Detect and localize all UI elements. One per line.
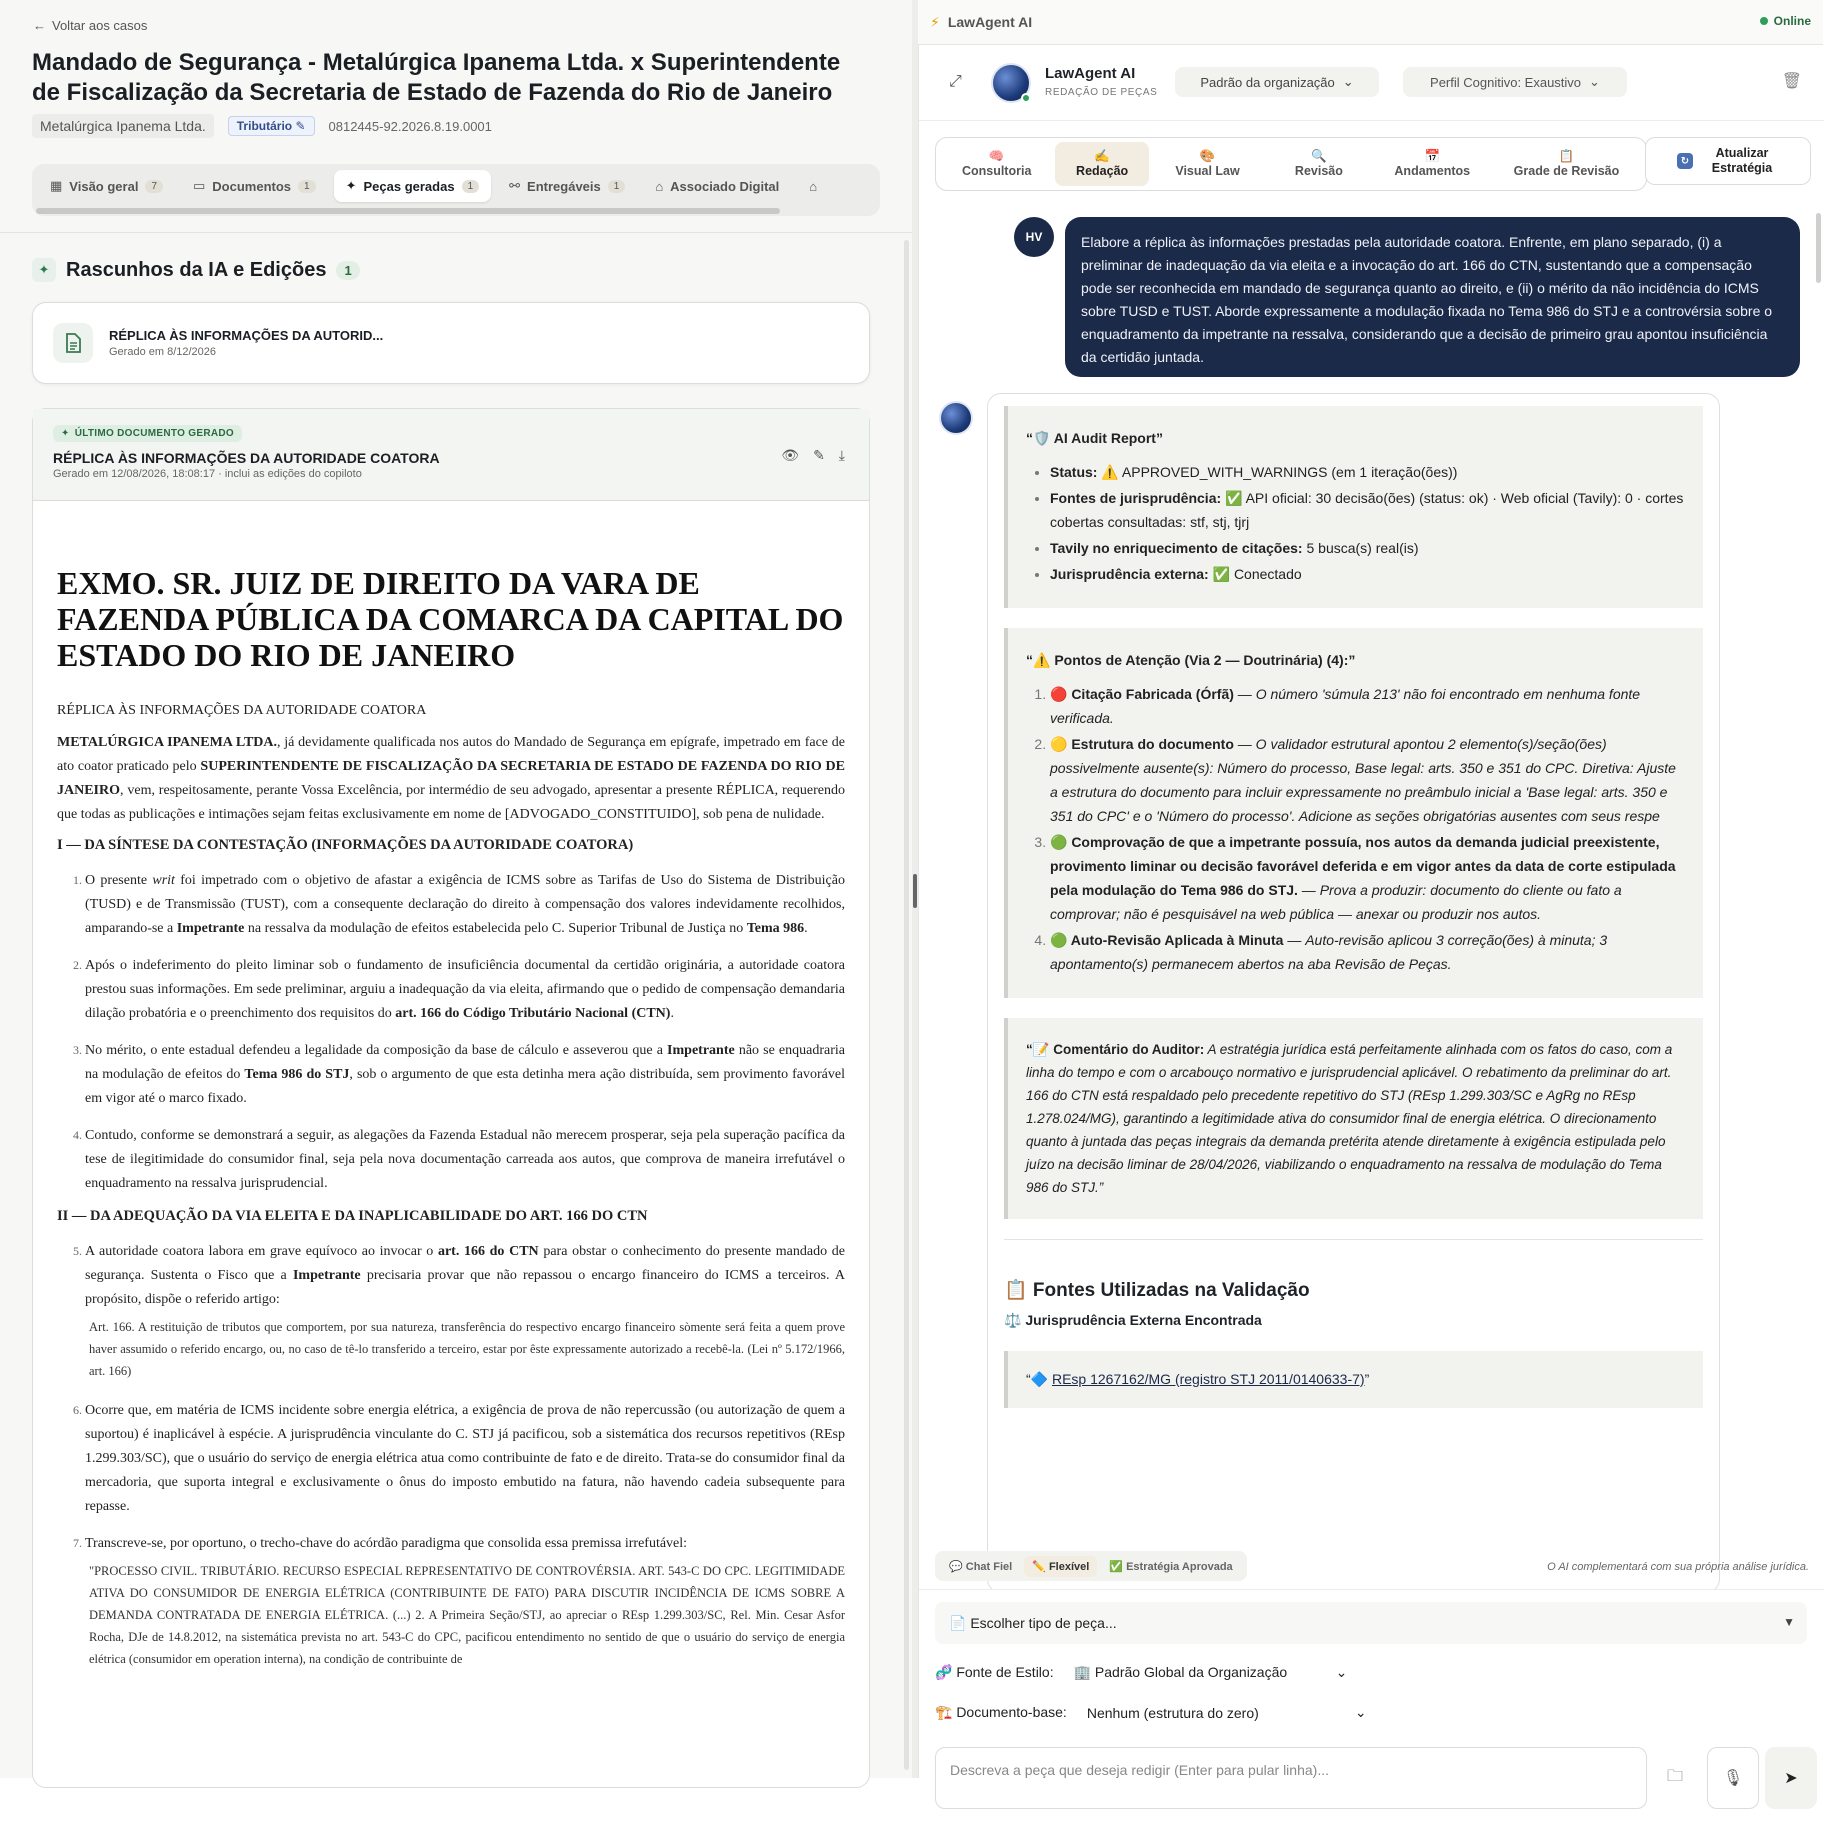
trash-icon[interactable]: 🗑: [1781, 73, 1802, 90]
tab-generated-pieces[interactable]: [334, 170, 492, 202]
base-document-select[interactable]: [1077, 1698, 1377, 1727]
assistant-message: [987, 393, 1720, 1593]
tabs-scrollbar[interactable]: [36, 208, 780, 214]
draft-date: Gerado em 8/12/2026: [109, 346, 217, 358]
palette-icon: 🎨: [1199, 149, 1216, 163]
tab-more[interactable]: [797, 170, 829, 202]
generated-document-header: [33, 409, 869, 501]
tab-deliverables[interactable]: [497, 170, 637, 202]
microphone-icon[interactable]: 🎙: [1707, 1747, 1759, 1809]
draft-item[interactable]: [32, 302, 870, 384]
client-chip[interactable]: Metalúrgica Ipanema Ltda.: [32, 114, 214, 138]
online-status: [1760, 14, 1811, 28]
folder-icon: ▭: [193, 178, 206, 193]
list-item: 7. Transcreve-se, por oportuno, o trecho-chave do acórdão paradigma que consolida essa premissa irrefutável: "PROCESSO CIVIL. TRIBUTÁRIO. RECURSO ESPECIAL REPRESENTATIVO DE CONTROVÉRSIA. ART. 543-C DO CPC. LEGITIMIDADE ATIVA DO CONSUMIDOR DE ENERGIA ELÉTRICA (CONTRIBUINTE DE FATO) PARA DISCUTIR INCIDÊNCIA DE ICMS SOBRE A DEMANDA CONTRATADA DE ENERGIA ELÉTRICA. (...) 2. A Primeira Seção/STJ, ao apreciar o REsp 1.299.303/SC, Rel. Min. Cesar Asfor Rocha, DJe de 14.8.2012, na sistemática prevista no art. 543-C do CPC, pacificou entendimento no sentido de que o usuário do serviço de energia elétrica (consumidor em operation interna), na condição de contribuinte de: [85, 1531, 845, 1674]
badge-label: ÚLTIMO DOCUMENTO GERADO: [74, 428, 234, 439]
list-item: • Status: ⚠️ APPROVED_WITH_WARNINGS (em 1 iteração(ões)): [1050, 460, 1685, 484]
assistant-topbar: [918, 0, 1823, 44]
tab-overview[interactable]: [38, 170, 175, 202]
list-item: 1. 🔴 Citação Fabricada (Órfã) — O número 'súmula 213' não foi encontrado em nenhuma fonte verificada.: [1050, 682, 1685, 730]
tab-count: 7: [145, 180, 163, 193]
external-jurisprudence-title: ⚖️ Jurisprudência Externa Encontrada: [1004, 1312, 1262, 1328]
comment-label: “📝 Comentário do Auditor:: [1026, 1042, 1205, 1057]
message-input[interactable]: Descreva a peça que deseja redigir (Enter para pular linha)...: [935, 1747, 1647, 1809]
assistant-panel: [918, 44, 1823, 1787]
mode-tabs: [935, 137, 1647, 191]
resize-handle[interactable]: [913, 874, 917, 908]
tab-digital-associate[interactable]: [643, 170, 791, 202]
tab-documents[interactable]: [181, 170, 328, 202]
chevron-down-icon: ▼: [1783, 1615, 1795, 1629]
legal-quote: Art. 166. A restituição de tributos que comportem, por sua natureza, transferência do respectivo encargo financeiro sòmente será feita a quem prove haver assumido o referido encargo, ou, no caso de tê-lo transferido a terceiro, estar por êste expressamente autorizado a recebê-la. (Lei nº 5.172/1966, art. 166): [89, 1320, 845, 1378]
refresh-icon: ↻: [1677, 153, 1693, 169]
mode-visual-law[interactable]: [1153, 142, 1262, 186]
mode-revisao[interactable]: [1266, 142, 1371, 186]
document-heading: EXMO. SR. JUIZ DE DIREITO DA VARA DE FAZENDA PÚBLICA DA COMARCA DA CAPITAL DO ESTADO DO RIO DE JANEIRO: [57, 565, 844, 673]
search-icon: 🔍: [1311, 149, 1327, 163]
back-link[interactable]: [33, 18, 147, 33]
document-list: [57, 868, 845, 1196]
list-item: 5. A autoridade coatora labora em grave equívoco ao invocar o art. 166 do CTN para obstar o conhecimento do presente mandado de segurança. Sustenta o Fisco que a Impetrante precisaria provar que não repassou o encargo financeiro do ICMS a terceiros. A propósito, dispõe o referido artigo: Art. 166. A restituição de tributos que comportem, por sua natureza, transferência do respectivo encargo financeiro sòmente será feita a quem prove haver assumido o referido encargo, ou, no caso de tê-lo transferido a terceiro, estar por êste expressamente autorizado a recebê-la. (Lei nº 5.172/1966, art. 166): [85, 1239, 845, 1386]
chat-scrollbar[interactable]: [1816, 213, 1821, 283]
mode-grade-revisao[interactable]: [1493, 142, 1640, 186]
style-source-row: [935, 1658, 1357, 1687]
composer: [919, 1589, 1824, 1823]
robot-icon: ⌂: [809, 178, 818, 194]
mode-redacao[interactable]: [1055, 142, 1148, 186]
grid-icon: ▦: [50, 178, 63, 193]
clipboard-icon: 📋: [1558, 149, 1575, 163]
section-heading: I — DA SÍNTESE DA CONTESTAÇÃO (INFORMAÇÕES DA AUTORIDADE COATORA): [57, 837, 634, 853]
send-icon[interactable]: ➤: [1765, 1747, 1817, 1809]
status-dot-icon: [1021, 93, 1031, 103]
drafts-header: [32, 258, 360, 282]
audit-title: “🛡️ AI Audit Report”: [1026, 430, 1163, 446]
style-select[interactable]: [1175, 67, 1379, 97]
style-source-select[interactable]: [1064, 1658, 1358, 1687]
style-source-value: 🏢 Padrão Global da Organização: [1073, 1664, 1288, 1680]
list-item: • Tavily no enriquecimento de citações: 5 busca(s) real(is): [1050, 536, 1685, 560]
assistant-pane: [918, 0, 1823, 1787]
section-heading: II — DA ADEQUAÇÃO DA VIA ELEITA E DA INAPLICABILIDADE DO ART. 166 DO CTN: [57, 1208, 648, 1224]
case-citation: “🔷 REsp 1267162/MG (registro STJ 2011/0140633-7)”: [1004, 1351, 1703, 1408]
chip-chat-fiel[interactable]: 💬 Chat Fiel: [949, 1560, 1013, 1573]
base-document-value: Nenhum (estrutura do zero): [1086, 1704, 1259, 1721]
citation-link[interactable]: REsp 1267162/MG (registro STJ 2011/0140633-7): [1051, 1371, 1365, 1387]
drafts-count: 1: [336, 261, 359, 280]
tab-label: Documentos: [212, 178, 292, 194]
attention-points: [1004, 628, 1703, 998]
edit-icon[interactable]: ✎: [813, 447, 825, 463]
download-icon[interactable]: ⤓: [838, 447, 845, 463]
cognitive-profile-select[interactable]: [1403, 67, 1627, 97]
mode-label: Visual Law: [1175, 164, 1240, 178]
list-item: 4. Contudo, conforme se demonstrará a seguir, as alegações da Fazenda Estadual não merecem prosperar, seja pela superação pacífica da tese de ilegitimidade do consumidor final, seja pela nova documentação carreada aos autos, que comprova de maneira irrefutável o enquadramento na ressalva jurisprudencial.: [85, 1123, 845, 1196]
agent-header: [919, 45, 1824, 121]
mode-label: Redação: [1076, 164, 1129, 178]
case-pane: [0, 0, 912, 1778]
style-source-label: 🧬 Fonte de Estilo:: [935, 1664, 1054, 1680]
sources-title: 📋 Fontes Utilizadas na Validação: [1004, 1280, 1310, 1301]
chevron-down-icon: ⌄: [1342, 74, 1354, 89]
generated-document-card: [32, 408, 870, 1788]
mode-consultoria[interactable]: [942, 142, 1051, 186]
back-label: Voltar aos casos: [52, 18, 148, 33]
status-label: Online: [1773, 14, 1811, 28]
document-intro: METALÚRGICA IPANEMA LTDA., já devidamente qualificada nos autos do Mandado de Segurança em epígrafe, impetrado em face de ato coator praticado pelo SUPERINTENDENTE DE FISCALIZAÇÃO DA SECRETARIA DE ESTADO DE FAZENDA DO RIO DE JANEIRO, vem, respeitosamente, perante Vossa Excelência, por intermédio de seu advogado, apresentar a presente RÉPLICA, requerendo que todas as publicações e intimações sejam feitas exclusivamente em nome de [ADVOGADO_CONSTITUIDO], sob pena de nulidade.: [57, 735, 845, 822]
tab-count: 1: [608, 180, 626, 193]
tag-icon: ✎: [295, 119, 306, 133]
divider: [0, 232, 912, 233]
attention-title: “⚠️ Pontos de Atenção (Via 2 — Doutrinária) (4):”: [1026, 652, 1356, 668]
sparkle-icon: ✦: [345, 178, 357, 193]
case-title: Mandado de Segurança - Metalúrgica Ipanema Ltda. x Superintendente de Fiscalização da Secretaria de Estado de Fazenda do Rio de Janeiro: [32, 49, 841, 106]
eye-icon[interactable]: 👁: [781, 447, 800, 463]
response-mode-chips: [935, 1551, 1247, 1581]
case-meta: [32, 114, 492, 138]
sparkle-icon: ✦: [32, 258, 56, 282]
mode-label: Grade de Revisão: [1513, 164, 1620, 178]
auditor-comment: [1004, 1018, 1703, 1219]
expand-icon[interactable]: ⤢: [949, 73, 962, 90]
chip-estrategia-aprovada[interactable]: ✅ Estratégia Aprovada: [1109, 1560, 1233, 1573]
tab-count: 1: [298, 180, 316, 193]
list-item: • Fontes de jurisprudência: ✅ API oficial: 30 decisão(ões) (status: ok) · Web oficial (Tavily): 0 · cortes cobertas consultadas: stf, stj, tjrj: [1050, 486, 1685, 534]
generated-title: RÉPLICA ÀS INFORMAÇÕES DA AUTORIDADE COATORA: [53, 450, 440, 466]
avatar: [991, 63, 1031, 103]
list-item: 3. 🟢 Comprovação de que a impetrante possuía, nos autos da demanda judicial preexistente, provimento liminar ou decisão favorável deferida e em vigor antes da data de corte estipulada pela modulação do Tema 986 do STJ. — Prova a produzir: documento do cliente ou fato a comprovar; não é pesquisável na web pública — anexar ou produzir nos autos.: [1050, 830, 1685, 926]
mode-andamentos[interactable]: [1376, 142, 1489, 186]
divider: [1004, 1239, 1703, 1240]
generated-subtitle: Gerado em 12/08/2026, 18:08:17 · inclui as edições do copiloto: [53, 468, 362, 480]
document-icon: [53, 323, 93, 363]
brand: [930, 14, 1032, 31]
piece-type-select[interactable]: [935, 1602, 1807, 1644]
mode-note: O AI complementará com sua própria análise jurídica.: [1547, 1561, 1809, 1573]
tab-label: Entregáveis: [527, 178, 601, 194]
mode-label: Revisão: [1294, 164, 1343, 178]
profile-select-label: Perfil Cognitivo: Exaustivo: [1430, 74, 1582, 90]
tab-label: Visão geral: [69, 178, 139, 194]
user-message: Elabore a réplica às informações prestadas pela autoridade coatora. Enfrente, em plano separado, (i) a preliminar de inadequação da via eleita e a invocação do art. 166 do CTN, sustentando que a compensação pode ser reconhecida em mandado de segurança quanto ao direito, e (ii) o mérito da não incidência do ICMS sobre TUSD e TUST. Aborde expressamente a modulação fixada no Tema 986 do STJ e a controvérsia sobre o enquadramento da impetrante na ressalva, considerando que a decisão de primeiro grau apontou insuficiência da certidão juntada.: [1065, 217, 1800, 377]
document-list: [57, 1239, 845, 1674]
base-document-row: [935, 1698, 1377, 1727]
legal-quote: "PROCESSO CIVIL. TRIBUTÁRIO. RECURSO ESPECIAL REPRESENTATIVO DE CONTROVÉRSIA. ART. 543-C DO CPC. LEGITIMIDADE ATIVA DO CONSUMIDOR DE ENERGIA ELÉTRICA (CONTRIBUINTE DE FATO) PARA DISCUTIR INCIDÊNCIA DE ICMS SOBRE A DEMANDA CONTRATADA DE ENERGIA ELÉTRICA. (...) 2. A Primeira Seção/STJ, ao apreciar o REsp 1.299.303/SC, Rel. Min. Cesar Asfor Rocha, DJe de 14.8.2012, na sistemática prevista no art. 543-C do CPC, pacificou entendimento no sentido de que o usuário do serviço de energia elétrica (consumidor em operation interna), na condição de contribuinte de: [89, 1564, 845, 1666]
agent-role: REDAÇÃO DE PEÇAS: [1045, 87, 1158, 98]
brain-icon: 🧠: [988, 149, 1005, 163]
list-item: 2. 🟡 Estrutura do documento — O validador estrutural apontou 2 elemento(s)/seção(ões) possivelmente ausente(s): Número do processo, Base legal: arts. 350 e 351 do CPC. Diretiva: Ajuste a estrutura do documento para incluir expressamente no preâmbulo inicial a 'Base legal: arts. 350 e 351 do CPC' e o 'Número do processo'. Adicione as seções obrigatórias ausentes com seus respe: [1050, 732, 1685, 828]
tab-label: Peças geradas: [363, 178, 455, 194]
process-number: 0812445-92.2026.8.19.0001: [328, 118, 492, 134]
list-item: 3. No mérito, o ente estadual defendeu a legalidade da composição da base de cálculo e asseverou que a Impetrante não se enquadraria na modulação de efeitos do Tema 986 do STJ, sob o argumento de que esta detinha mera ação distribuída, sem provimento favorável em vigor até o marco fixado.: [85, 1038, 845, 1111]
last-generated-badge: [53, 425, 242, 442]
list-item: 6. Ocorre que, em matéria de ICMS incidente sobre energia elétrica, a exigência de prova de não repercussão (ou autorização de quem a suportou) é inaplicável à espécie. A jurisprudência vinculante do C. STJ já pacificou, sob a sistemática dos recursos repetitivos (REsp 1.299.303/SC), que o usuário do serviço de energia elétrica atua como contribuinte de fato e de direito. Trata-se do consumidor final da mercadoria, que suporta integral e exclusivamente o ônus do imposto embutido na fatura, não havendo cadeia subsequente para repasse.: [85, 1398, 845, 1519]
chat-thread: [919, 213, 1824, 1535]
pen-icon: ✍️: [1094, 149, 1110, 163]
chip-flexivel[interactable]: ✏️ Flexível: [1024, 1556, 1097, 1577]
list-item: • Jurisprudência externa: ✅ Conectado: [1050, 562, 1685, 586]
tab-count: 1: [462, 180, 480, 193]
piece-type-label: 📄 Escolher tipo de peça...: [949, 1614, 1117, 1631]
draft-title: RÉPLICA ÀS INFORMAÇÕES DA AUTORID...: [109, 328, 384, 343]
sparkle-icon: ✦: [61, 428, 70, 439]
comment-text: A estratégia jurídica está perfeitamente alinhada com os fatos do caso, com a linha do tempo e com o arcabouço normativo e jurisprudencial aplicável. O rebatimento da preliminar do art. 166 do CTN está respaldado pelo precedente repetitivo do STJ (REsp 1.299.303/SC e AgRg no REsp 1.278.024/MG), garantindo a legitimidade ativa do consumidor final de energia elétrica. O direcionamento quanto à juntada das peças integrais da demanda pretérita atende diretamente à exigência estipulada pelo juízo na decisão liminar de 28/04/2026, viabilizando o enquadramento na ressalva de modulação do Tema 986 do STJ.”: [1026, 1042, 1673, 1195]
list-item: 2. Após o indeferimento do pleito liminar sob o fundamento de insuficiência documental da certidão originária, a autoridade coatora prestou suas informações. Em sede preliminar, arguiu a inadequação da via eleita, afirmando que o pedido de compensação demandaria dilação probatória e o preenchimento dos requisitos do art. 166 do Código Tributário Nacional (CTN).: [85, 953, 845, 1026]
brand-name: LawAgent AI: [947, 14, 1033, 30]
chevron-down-icon: ⌄: [1354, 1704, 1367, 1720]
agent-name: LawAgent AI: [1045, 65, 1136, 82]
base-document-label: 🏗️ Documento-base:: [935, 1704, 1067, 1720]
mode-label: Andamentos: [1394, 164, 1471, 178]
style-select-label: Padrão da organização: [1200, 74, 1335, 90]
avatar: [939, 401, 973, 435]
chevron-down-icon: ⌄: [1335, 1664, 1348, 1680]
update-strategy-button[interactable]: [1645, 137, 1811, 185]
status-dot-icon: [1760, 17, 1768, 25]
chevron-down-icon: ⌄: [1589, 74, 1600, 89]
link-icon: ⚯: [509, 178, 521, 193]
folder-icon[interactable]: 🗀: [1666, 1767, 1683, 1785]
drafts-title: Rascunhos da IA e Edições: [66, 258, 327, 281]
document-subheading: RÉPLICA ÀS INFORMAÇÕES DA AUTORIDADE COATORA: [57, 703, 427, 718]
area-tag[interactable]: [228, 116, 315, 136]
document-actions: [781, 447, 845, 464]
calendar-icon: 📅: [1424, 149, 1441, 163]
update-label: Atualizar Estratégia: [1711, 146, 1773, 175]
case-tabs: [32, 164, 880, 216]
avatar: HV: [1014, 217, 1054, 257]
robot-icon: ⌂: [655, 178, 664, 194]
left-scrollbar[interactable]: [904, 240, 909, 1770]
mode-label: Consultoria: [961, 164, 1032, 178]
list-item: 4. 🟢 Auto-Revisão Aplicada à Minuta — Auto-revisão aplicou 3 correção(ões) à minuta; 3 apontamento(s) permanecem abertos na aba Revisão de Peças.: [1050, 928, 1685, 976]
lightning-icon: ⚡: [930, 13, 940, 30]
document-body: [33, 501, 869, 1674]
arrow-left-icon: ←: [33, 18, 46, 33]
audit-report: [1004, 406, 1703, 608]
list-item: 1. O presente writ foi impetrado com o objetivo de afastar a exigência de ICMS sobre as Tarifas de Uso do Sistema de Distribuição (TUSD) e de Transmissão (TUST), com a consequente declaração do direito à compensação dos valores indevidamente recolhidos, amparando-se a Impetrante na ressalva da modulação de efeitos estabelecida pelo C. Superior Tribunal de Justiça no Tema 986.: [85, 868, 845, 941]
tab-label: Associado Digital: [670, 178, 780, 194]
area-tag-label: Tributário: [236, 119, 293, 133]
